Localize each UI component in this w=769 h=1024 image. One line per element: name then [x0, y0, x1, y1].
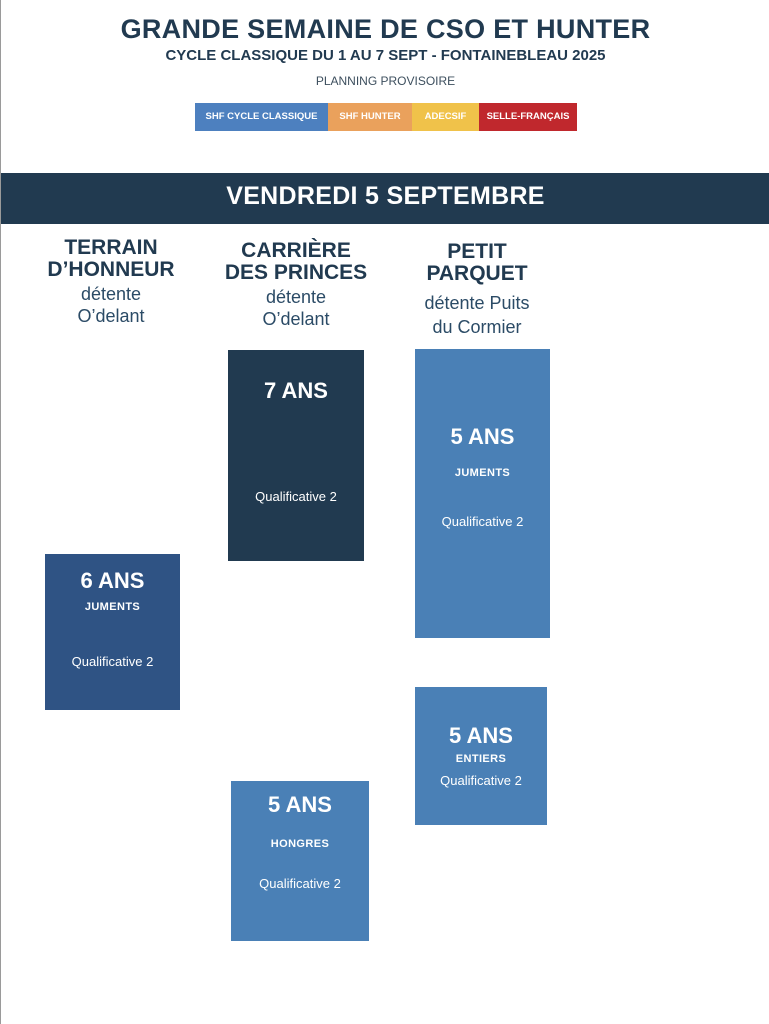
page-title: GRANDE SEMAINE DE CSO ET HUNTER	[120, 14, 651, 44]
column-petit-parquet	[387, 241, 567, 339]
event-qualification: Qualificative 2	[440, 773, 522, 788]
planning-note: PLANNING PROVISOIRE	[315, 74, 456, 88]
event-age: 5 ANS	[450, 424, 515, 449]
column-carriere-princes	[206, 240, 386, 330]
column-name: PETIT PARQUET	[426, 240, 528, 285]
legend-shf-cycle-classique: SHF CYCLE CLASSIQUE	[195, 103, 328, 131]
legend-adecsif: ADECSIF	[412, 103, 479, 131]
legend-shf-hunter: SHF HUNTER	[328, 103, 412, 131]
event-block-6ans-juments[interactable]	[45, 554, 180, 710]
column-name: CARRIÈRE DES PRINCES	[224, 239, 368, 284]
event-age: 5 ANS	[449, 723, 513, 748]
event-qualification: Qualificative 2	[71, 654, 154, 669]
event-age: 6 ANS	[80, 568, 145, 593]
legend	[195, 103, 577, 131]
event-block-7ans[interactable]	[228, 350, 364, 561]
event-age: 7 ANS	[264, 378, 328, 403]
page-subtitle: CYCLE CLASSIQUE DU 1 AU 7 SEPT - FONTAINEBLEAU 2025	[165, 47, 606, 64]
column-detente: détente O’delant	[77, 284, 145, 326]
event-qualification: Qualificative 2	[441, 514, 524, 529]
event-block-5ans-hongres[interactable]	[231, 781, 369, 941]
column-detente: détente O’delant	[262, 287, 330, 329]
day-banner: VENDREDI 5 SEPTEMBRE	[1, 173, 769, 224]
column-name: TERRAIN D’HONNEUR	[47, 236, 175, 281]
event-category: ENTIERS	[455, 753, 507, 765]
event-qualification: Qualificative 2	[259, 876, 341, 891]
event-block-5ans-entiers[interactable]	[415, 687, 547, 825]
column-detente: détente Puits du Cormier	[424, 293, 530, 337]
legend-selle-francais: SELLE-FRANÇAIS	[479, 103, 577, 131]
event-qualification: Qualificative 2	[255, 489, 337, 504]
event-block-5ans-juments[interactable]	[415, 349, 550, 638]
event-age: 5 ANS	[268, 792, 332, 817]
column-terrain-honneur	[21, 237, 201, 327]
event-category: JUMENTS	[84, 601, 141, 613]
event-category: HONGRES	[270, 838, 330, 850]
event-category: JUMENTS	[454, 467, 511, 479]
